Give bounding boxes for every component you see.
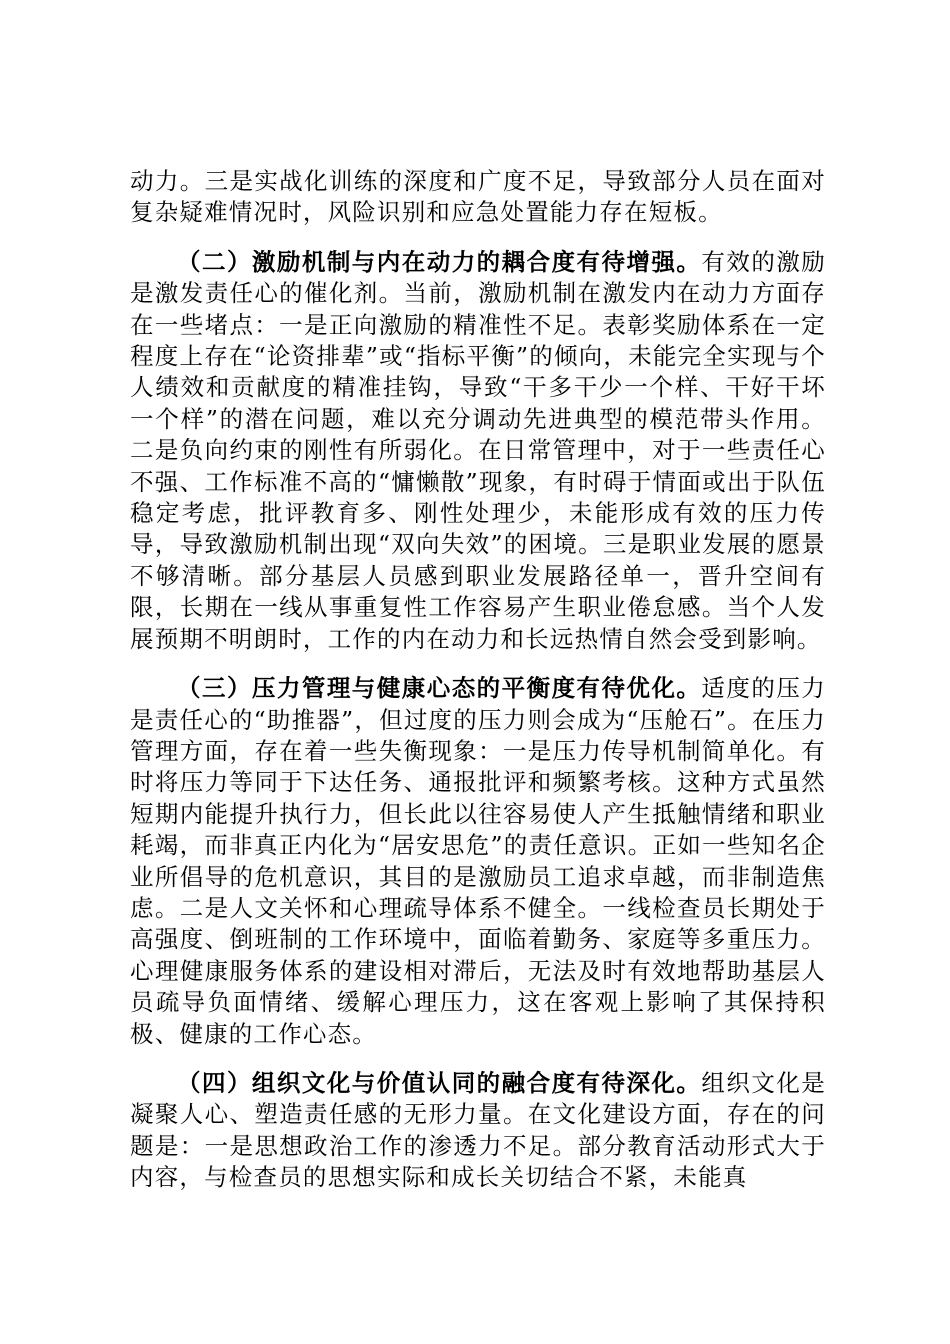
paragraph-body: 有效的激励是激发责任心的催化剂。当前，激励机制在激发内在动力方面存在一些堵点：一是正向激励的精准性不足。表彰奖励体系在一定程度上存在“论资排辈”或“指标平衡”的倾向，未能完全实现与个人绩效和贡献度的精准挂钩，导致“干多干少一个样、干好干坏一个样”的潜在问题，难以充分调动先进典型的模范带头作用。二是负向约束的刚性有所弱化。在日常管理中，对于一些责任心不强、工作标准不高的“慵懒散”现象，有时碍于情面或出于队伍稳定考虑，批评教育多、刚性处理少，未能形成有效的压力传导，导致激励机制出现“双向失效”的困境。三是职业发展的愿景不够清晰。部分基层人员感到职业发展路径单一，晋升空间有限，长期在一线从事重复性工作容易产生职业倦怠感。当个人发展预期不明朗时，工作的内在动力和长远热情自然会受到影响。	[130, 247, 827, 653]
paragraph-section-4	[130, 1068, 826, 1194]
paragraph-section-3	[130, 673, 826, 1050]
paragraph-body: 动力。三是实战化训练的深度和广度不足，导致部分人员在面对复杂疑难情况时，风险识别和应急处置能力存在短板。	[130, 167, 826, 227]
paragraph-section-2	[130, 247, 826, 655]
paragraph-body: 组织文化是凝聚人心、塑造责任感的无形力量。在文化建设方面，存在的问题是：一是思想政治工作的渗透力不足。部分教育活动形式大于内容，与检查员的思想实际和成长关切结合不紧，未能真	[130, 1068, 827, 1192]
section-heading: （三）压力管理与健康心态的平衡度有待优化。	[177, 674, 702, 703]
section-heading: （四）组织文化与价值认同的融合度有待深化。	[177, 1068, 702, 1097]
paragraph-body: 适度的压力是责任心的“助推器”，但过度的压力则会成为“压舱石”。在压力管理方面，存在着一些失衡现象：一是压力传导机制简单化。有时将压力等同于下达任务、通报批评和频繁考核。这种方式虽然短期内能提升执行力，但长此以往容易使人产生抵触情绪和职业耗竭，而非真正内化为“居安思危”的责任意识。正如一些知名企业所倡导的危机意识，其目的是激励员工追求卓越，而非制造焦虑。二是人文关怀和心理疏导体系不健全。一线检查员长期处于高强度、倒班制的工作环境中，面临着勤务、家庭等多重压力。心理健康服务体系的建设相对滞后，无法及时有效地帮助基层人员疏导负面情绪、缓解心理压力，这在客观上影响了其保持积极、健康的工作心态。	[130, 674, 827, 1048]
document-page	[130, 166, 826, 1212]
paragraph-continuation	[130, 166, 826, 229]
section-heading: （二）激励机制与内在动力的耦合度有待增强。	[177, 247, 702, 276]
